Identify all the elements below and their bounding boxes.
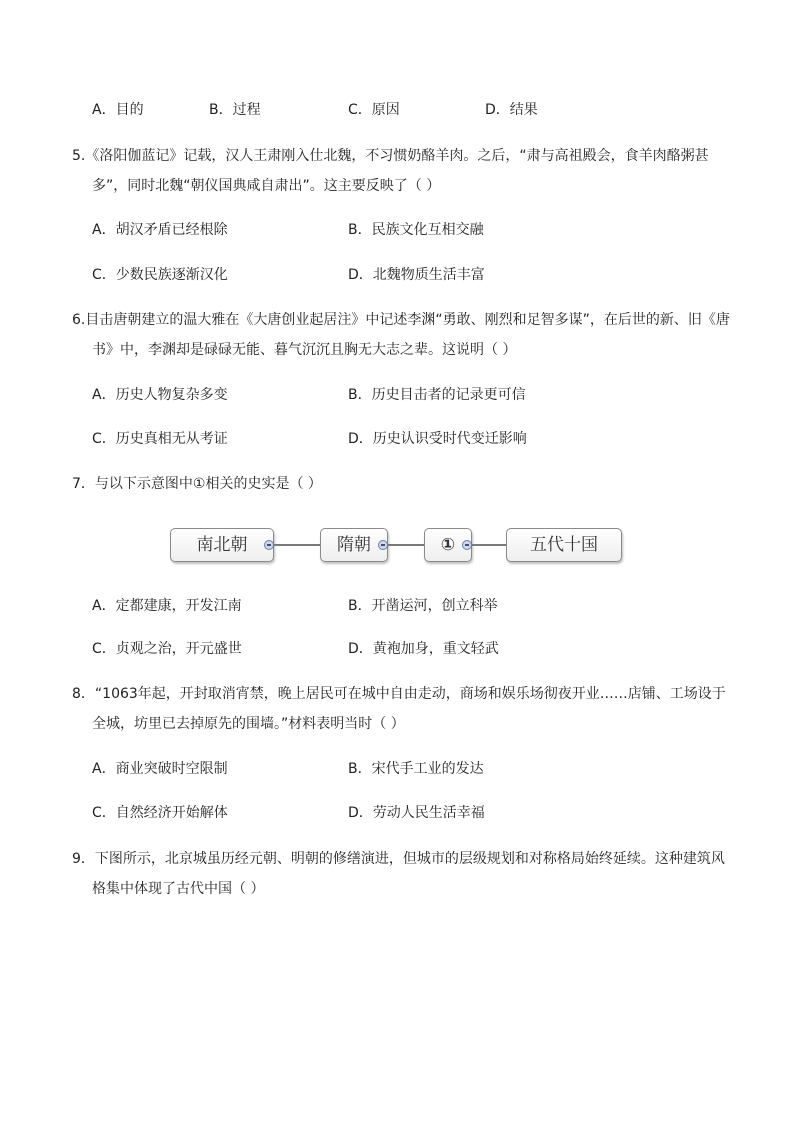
q6-option-c: C．历史真相无从考证	[92, 431, 228, 447]
collapse-icon	[378, 540, 388, 550]
q7-option-d: D．黄袍加身，重文轻武	[348, 641, 499, 657]
collapse-icon	[462, 540, 472, 550]
timeline-connector	[472, 544, 506, 546]
q5-option-a: A．胡汉矛盾已经根除	[92, 222, 228, 238]
q8-stem-line1: 8．“1063年起，开封取消宵禁，晚上居民可在城中自由走动，商场和娱乐场彻夜开业……店铺、工场设于	[72, 686, 726, 702]
timeline-node-sui: 隋朝	[320, 528, 388, 562]
q8-option-b: B．宋代手工业的发达	[348, 761, 484, 777]
q7-option-b: B．开凿运河，创立科举	[348, 598, 498, 614]
dynasty-timeline-diagram	[170, 528, 622, 564]
timeline-node-unknown: ①	[424, 528, 472, 562]
q5-option-c: C．少数民族逐渐汉化	[92, 267, 228, 283]
q5-stem-line2: 多”，同时北魏“朝仪国典咸自肃出”。这主要反映了（ ）	[92, 178, 441, 194]
q5-option-b: B．民族文化互相交融	[348, 222, 484, 238]
q6-stem-line2: 书》中，李渊却是碌碌无能、暮气沉沉且胸无大志之辈。这说明（ ）	[92, 342, 517, 358]
q5-option-d: D．北魏物质生活丰富	[348, 267, 485, 283]
timeline-connector	[388, 544, 424, 546]
q8-option-a: A．商业突破时空限制	[92, 761, 228, 777]
q9-stem-line1: 9．下图所示，北京城虽历经元朝、明朝的修缮演进，但城市的层级规划和对称格局始终延续。这种建筑风	[72, 851, 725, 867]
q8-option-d: D．劳动人民生活幸福	[348, 805, 485, 821]
timeline-node-wudai-shiguo: 五代十国	[506, 528, 622, 562]
q6-option-b: B．历史目击者的记录更可信	[348, 387, 526, 403]
q7-stem-line1: 7．与以下示意图中①相关的史实是（ ）	[72, 476, 322, 492]
q6-stem-line1: 6.目击唐朝建立的温大雅在《大唐创业起居注》中记述李渊“勇敢、刚烈和足智多谋”，在后世的新、旧《唐	[72, 312, 730, 328]
q4-option-a: A．目的	[92, 102, 144, 118]
q4-option-d: D．结果	[485, 102, 538, 118]
collapse-icon	[264, 540, 274, 550]
timeline-connector	[274, 544, 320, 546]
q6-option-d: D．历史认识受时代变迁影响	[348, 431, 527, 447]
q6-option-a: A．历史人物复杂多变	[92, 387, 228, 403]
q5-stem-line1: 5.《洛阳伽蓝记》记载，汉人王肃刚入仕北魏，不习惯奶酪羊肉。之后，“肃与高祖殿会，食羊肉酪粥甚	[72, 148, 709, 164]
q7-option-c: C．贞观之治，开元盛世	[92, 641, 242, 657]
q8-stem-line2: 全城，坊里已去掉原先的围墙。”材料表明当时（ ）	[92, 716, 405, 732]
q8-option-c: C．自然经济开始解体	[92, 805, 228, 821]
q9-stem-line2: 格集中体现了古代中国（ ）	[92, 881, 265, 897]
timeline-node-nanbeichao: 南北朝	[170, 528, 274, 562]
q4-option-c: C．原因	[348, 102, 400, 118]
q4-option-b: B．过程	[209, 102, 261, 118]
q7-option-a: A．定都建康，开发江南	[92, 598, 242, 614]
